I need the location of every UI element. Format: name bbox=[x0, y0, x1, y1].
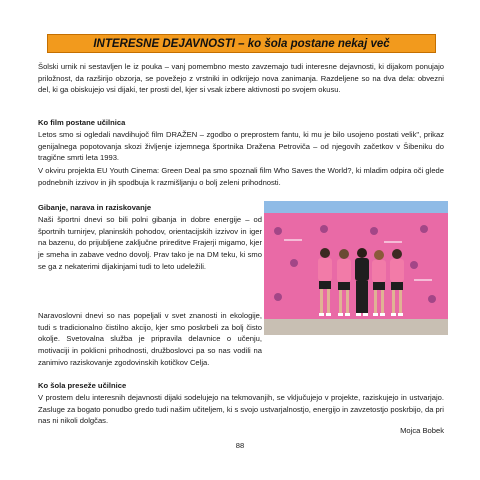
section-heading-film: Ko film postane učilnica bbox=[38, 118, 126, 127]
sport-paragraph: Naši športni dnevi so bili polni gibanja in dobre energije – od športnih turnirjev, planinskih pohodov, orientacijskih izzivov in iger na bazenu, do prijubljene zaključne prireditve Frajerji migamo, kjer je smeha in zabave vedno dovolj. Prav tako je na DM teku, ki smo se ga z nekaterimi dijakinjami tudi to leto udeležili. bbox=[38, 215, 262, 271]
film-paragraph-1: Letos smo si ogledali navdihujoč film DRAŽEN – zgodbo o preprostem fantu, ki mu je bilo usojeno postati velik", prikaz genijalnega popotovanja skozi življenje izjemnega športnika Dražena Petroviča – od njegovih začetkov v Šibeniku do tragične smrti leta 1993. bbox=[38, 130, 444, 163]
page-number: 88 bbox=[235, 441, 245, 450]
author-name: Mojca Bobek bbox=[400, 426, 444, 435]
article-title-bar bbox=[47, 34, 436, 53]
film-paragraph-2: V okviru projekta EU Youth Cinema: Green Deal pa smo spoznali film Who Saves the World?, ki mladim odpira oči glede podnebnih izzivov in jih spodbuja k razmišljanju o bolj zeleni prihodnosti. bbox=[38, 166, 444, 187]
team-photo-illustration bbox=[264, 201, 448, 335]
section-heading-sport: Gibanje, narava in raziskovanje bbox=[38, 203, 152, 212]
article-title: INTERESNE DEJAVNOSTI – ko šola postane nekaj več bbox=[93, 37, 390, 50]
beyond-paragraph: V prostem delu interesnih dejavnosti dijaki sodelujejo na tekmovanjih, se vključujejo v projekte, raziskujejo in ustvarjajo. Zasluge za bogato ponudbo gredo tudi našim učiteljem, ki s svojo ustvarjalnostjo, energijo in zavzetostjo poskrbijo, da pri nas ni nikoli dolgčas. bbox=[38, 393, 444, 426]
team-photo bbox=[264, 201, 448, 335]
section-heading-beyond: Ko šola preseže učilnice bbox=[38, 381, 127, 390]
intro-paragraph: Šolski urnik ni sestavljen le iz pouka – vanj pomembno mesto zavzemajo tudi interesne dejavnosti, ki dijakom ponujajo priložnost, da razširijo obzorja, se povežejo z vrstniki in odkrijejo nova zanimanja. Razdeljene so na dva dela: obvezni del, ki ga obiskujejo vsi dijaki, ter prosti del, kjer si vsak izbere aktivnosti po svojem okusu. bbox=[38, 62, 444, 95]
science-paragraph: Naravoslovni dnevi so nas popeljali v svet znanosti in ekologije, tudi s tradicionalno čistilno akcijo, kjer smo poskrbeli za bolj čisto okolje. Svetovalna služba je pripravila delavnice o učenju, motivaciji in poklicni prihodnosti, družboslovci pa so nas vodili na zanimivo raziskovanje zgodovinskih kotičkov Celja. bbox=[38, 311, 262, 367]
